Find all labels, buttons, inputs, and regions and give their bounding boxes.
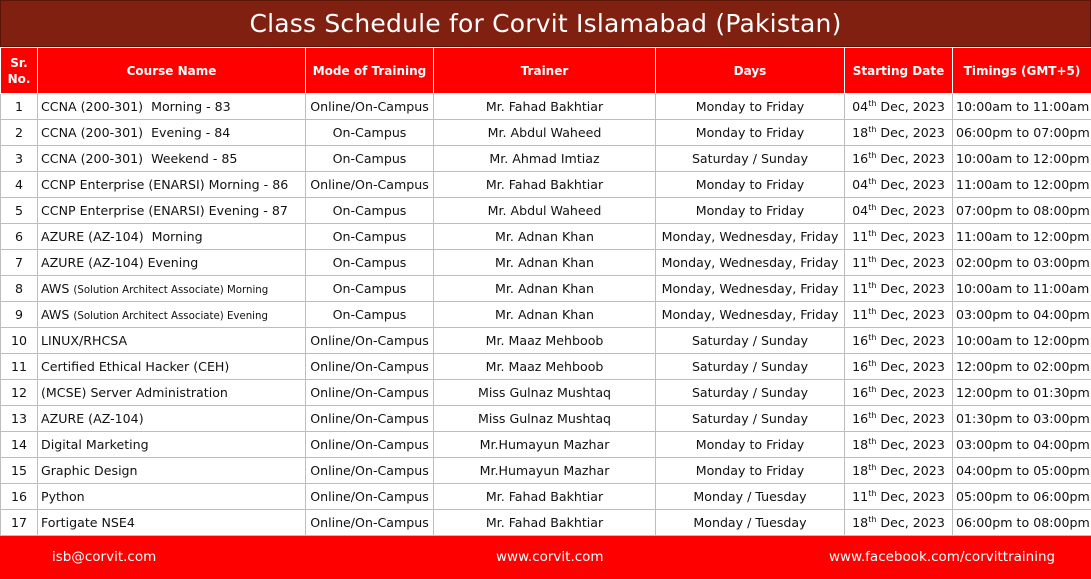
date-day: 18: [852, 463, 869, 478]
course-name-text: CCNA (200-301) Evening - 84: [41, 125, 231, 140]
course-name-text: Fortigate NSE4: [41, 515, 135, 530]
cell-trainer: Mr. Fahad Bakhtiar: [434, 484, 656, 510]
date-day: 04: [852, 203, 869, 218]
cell-course-name: [38, 406, 306, 432]
date-day: 11: [852, 307, 869, 322]
cell-trainer: Mr.Humayun Mazhar: [434, 432, 656, 458]
table-row: [1, 406, 1091, 432]
cell-timings: 01:30pm to 03:00pm: [953, 406, 1091, 432]
cell-starting-date: [845, 224, 953, 250]
cell-days: Monday to Friday: [656, 172, 845, 198]
cell-days: Monday to Friday: [656, 94, 845, 120]
cell-mode: Online/On-Campus: [306, 328, 434, 354]
cell-course-name: [38, 120, 306, 146]
cell-sr-no: 9: [1, 302, 38, 328]
table-row: [1, 510, 1091, 536]
footer-email-link[interactable]: isb@corvit.com: [52, 549, 157, 565]
cell-sr-no: 8: [1, 276, 38, 302]
cell-trainer: Miss Gulnaz Mushtaq: [434, 380, 656, 406]
date-month-year: Dec, 2023: [876, 203, 945, 218]
date-suffix: th: [868, 124, 877, 134]
cell-days: Saturday / Sunday: [656, 380, 845, 406]
cell-mode: Online/On-Campus: [306, 432, 434, 458]
col-header-sr: Sr. No.: [1, 48, 38, 94]
table-row: [1, 458, 1091, 484]
table-row: [1, 120, 1091, 146]
cell-course-name: [38, 510, 306, 536]
cell-trainer: Mr. Adnan Khan: [434, 250, 656, 276]
cell-starting-date: [845, 198, 953, 224]
cell-course-name: [38, 276, 306, 302]
cell-days: Monday to Friday: [656, 432, 845, 458]
cell-sr-no: 3: [1, 146, 38, 172]
cell-starting-date: [845, 380, 953, 406]
cell-timings: 07:00pm to 08:00pm: [953, 198, 1091, 224]
cell-starting-date: [845, 328, 953, 354]
cell-starting-date: [845, 120, 953, 146]
cell-sr-no: 6: [1, 224, 38, 250]
course-name-text: Python: [41, 489, 85, 504]
cell-sr-no: 4: [1, 172, 38, 198]
cell-trainer: Mr. Abdul Waheed: [434, 198, 656, 224]
cell-course-name: [38, 302, 306, 328]
course-name-text: Graphic Design: [41, 463, 138, 478]
cell-mode: On-Campus: [306, 302, 434, 328]
cell-course-name: [38, 380, 306, 406]
cell-sr-no: 12: [1, 380, 38, 406]
date-suffix: th: [868, 228, 877, 238]
table-row: [1, 380, 1091, 406]
course-name-text: CCNP Enterprise (ENARSI) Evening - 87: [41, 203, 288, 218]
cell-mode: Online/On-Campus: [306, 458, 434, 484]
cell-course-name: [38, 224, 306, 250]
cell-mode: On-Campus: [306, 146, 434, 172]
cell-starting-date: [845, 94, 953, 120]
cell-sr-no: 16: [1, 484, 38, 510]
cell-mode: Online/On-Campus: [306, 380, 434, 406]
cell-mode: Online/On-Campus: [306, 94, 434, 120]
course-name-text: CCNA (200-301) Morning - 83: [41, 99, 231, 114]
cell-mode: Online/On-Campus: [306, 510, 434, 536]
table-row: [1, 354, 1091, 380]
date-suffix: th: [868, 150, 877, 160]
cell-course-name: [38, 250, 306, 276]
date-month-year: Dec, 2023: [876, 437, 945, 452]
cell-timings: 10:00am to 11:00am: [953, 94, 1091, 120]
date-suffix: th: [868, 176, 877, 186]
course-name-text: AWS: [41, 281, 74, 296]
date-month-year: Dec, 2023: [876, 151, 945, 166]
cell-mode: On-Campus: [306, 224, 434, 250]
cell-mode: On-Campus: [306, 276, 434, 302]
table-row: [1, 276, 1091, 302]
cell-days: Monday, Wednesday, Friday: [656, 302, 845, 328]
table-row: [1, 328, 1091, 354]
table-row: [1, 484, 1091, 510]
date-day: 18: [852, 515, 869, 530]
cell-timings: 10:00am to 12:00pm: [953, 146, 1091, 172]
date-day: 04: [852, 177, 869, 192]
date-day: 18: [852, 437, 869, 452]
page-title: Class Schedule for Corvit Islamabad (Pakistan): [0, 0, 1091, 47]
footer-facebook-link[interactable]: www.facebook.com/corvittraining: [829, 549, 1056, 565]
cell-mode: On-Campus: [306, 120, 434, 146]
cell-course-name: [38, 172, 306, 198]
table-row: [1, 198, 1091, 224]
cell-timings: 06:00pm to 07:00pm: [953, 120, 1091, 146]
date-day: 16: [852, 411, 869, 426]
cell-course-name: [38, 94, 306, 120]
course-name-text: AZURE (AZ-104) Morning: [41, 229, 203, 244]
cell-mode: Online/On-Campus: [306, 354, 434, 380]
col-header-course: Course Name: [38, 48, 306, 94]
course-name-text: AZURE (AZ-104) Evening: [41, 255, 199, 270]
date-month-year: Dec, 2023: [876, 385, 945, 400]
cell-trainer: Mr. Ahmad Imtiaz: [434, 146, 656, 172]
date-month-year: Dec, 2023: [876, 463, 945, 478]
date-suffix: th: [868, 332, 877, 342]
cell-starting-date: [845, 276, 953, 302]
col-header-date: Starting Date: [845, 48, 953, 94]
date-day: 18: [852, 125, 869, 140]
course-name-detail: (Solution Architect Associate) Morning: [73, 285, 269, 296]
cell-sr-no: 15: [1, 458, 38, 484]
date-day: 11: [852, 489, 869, 504]
date-suffix: th: [868, 488, 877, 498]
cell-timings: 03:00pm to 04:00pm: [953, 432, 1091, 458]
cell-trainer: Mr. Adnan Khan: [434, 224, 656, 250]
cell-starting-date: [845, 172, 953, 198]
cell-timings: 03:00pm to 04:00pm: [953, 302, 1091, 328]
date-suffix: th: [868, 436, 877, 446]
table-row: [1, 172, 1091, 198]
date-day: 16: [852, 333, 869, 348]
cell-trainer: Mr. Maaz Mehboob: [434, 328, 656, 354]
cell-timings: 05:00pm to 06:00pm: [953, 484, 1091, 510]
cell-course-name: [38, 484, 306, 510]
date-month-year: Dec, 2023: [876, 359, 945, 374]
date-suffix: th: [868, 514, 877, 524]
cell-starting-date: [845, 510, 953, 536]
date-day: 11: [852, 229, 869, 244]
date-month-year: Dec, 2023: [876, 255, 945, 270]
cell-days: Monday to Friday: [656, 198, 845, 224]
cell-sr-no: 5: [1, 198, 38, 224]
cell-sr-no: 10: [1, 328, 38, 354]
cell-timings: 12:00pm to 02:00pm: [953, 354, 1091, 380]
date-day: 16: [852, 151, 869, 166]
cell-starting-date: [845, 406, 953, 432]
date-suffix: th: [868, 280, 877, 290]
cell-starting-date: [845, 146, 953, 172]
date-month-year: Dec, 2023: [876, 333, 945, 348]
cell-starting-date: [845, 250, 953, 276]
cell-sr-no: 11: [1, 354, 38, 380]
date-suffix: th: [868, 462, 877, 472]
cell-timings: 02:00pm to 03:00pm: [953, 250, 1091, 276]
cell-mode: On-Campus: [306, 250, 434, 276]
cell-mode: Online/On-Campus: [306, 406, 434, 432]
footer-website-link[interactable]: www.corvit.com: [496, 549, 604, 565]
date-month-year: Dec, 2023: [876, 307, 945, 322]
cell-sr-no: 14: [1, 432, 38, 458]
date-month-year: Dec, 2023: [876, 281, 945, 296]
course-name-detail: (Solution Architect Associate) Evening: [73, 311, 268, 322]
cell-sr-no: 1: [1, 94, 38, 120]
cell-course-name: [38, 354, 306, 380]
cell-days: Saturday / Sunday: [656, 146, 845, 172]
cell-timings: 06:00pm to 08:00pm: [953, 510, 1091, 536]
cell-course-name: [38, 328, 306, 354]
cell-days: Monday, Wednesday, Friday: [656, 276, 845, 302]
table-row: [1, 432, 1091, 458]
date-month-year: Dec, 2023: [876, 99, 945, 114]
table-row: [1, 250, 1091, 276]
cell-starting-date: [845, 302, 953, 328]
cell-sr-no: 13: [1, 406, 38, 432]
table-row: [1, 146, 1091, 172]
cell-starting-date: [845, 484, 953, 510]
course-name-text: Digital Marketing: [41, 437, 149, 452]
cell-timings: 12:00pm to 01:30pm: [953, 380, 1091, 406]
cell-trainer: Mr.Humayun Mazhar: [434, 458, 656, 484]
cell-starting-date: [845, 432, 953, 458]
course-name-text: (MCSE) Server Administration: [41, 385, 228, 400]
date-month-year: Dec, 2023: [876, 411, 945, 426]
date-day: 11: [852, 281, 869, 296]
cell-sr-no: 2: [1, 120, 38, 146]
cell-timings: 11:00am to 12:00pm: [953, 224, 1091, 250]
date-day: 16: [852, 359, 869, 374]
cell-days: Monday to Friday: [656, 458, 845, 484]
date-suffix: th: [868, 384, 877, 394]
cell-days: Saturday / Sunday: [656, 406, 845, 432]
col-header-time: Timings (GMT+5): [953, 48, 1091, 94]
footer-bar: [0, 536, 1091, 579]
cell-timings: 11:00am to 12:00pm: [953, 172, 1091, 198]
date-suffix: th: [868, 306, 877, 316]
date-suffix: th: [868, 202, 877, 212]
cell-days: Saturday / Sunday: [656, 328, 845, 354]
cell-trainer: Mr. Adnan Khan: [434, 276, 656, 302]
cell-sr-no: 7: [1, 250, 38, 276]
header-row: [1, 48, 1091, 94]
cell-sr-no: 17: [1, 510, 38, 536]
cell-trainer: Mr. Fahad Bakhtiar: [434, 510, 656, 536]
cell-mode: On-Campus: [306, 198, 434, 224]
date-day: 04: [852, 99, 869, 114]
cell-days: Monday / Tuesday: [656, 510, 845, 536]
table-row: [1, 94, 1091, 120]
col-header-days: Days: [656, 48, 845, 94]
cell-days: Monday, Wednesday, Friday: [656, 224, 845, 250]
cell-starting-date: [845, 354, 953, 380]
course-name-text: CCNA (200-301) Weekend - 85: [41, 151, 238, 166]
cell-mode: Online/On-Campus: [306, 172, 434, 198]
cell-trainer: Mr. Fahad Bakhtiar: [434, 94, 656, 120]
course-name-text: CCNP Enterprise (ENARSI) Morning - 86: [41, 177, 289, 192]
course-name-text: Certified Ethical Hacker (CEH): [41, 359, 230, 374]
date-suffix: th: [868, 358, 877, 368]
date-month-year: Dec, 2023: [876, 489, 945, 504]
course-name-text: AZURE (AZ-104): [41, 411, 144, 426]
cell-course-name: [38, 146, 306, 172]
date-suffix: th: [868, 410, 877, 420]
cell-starting-date: [845, 458, 953, 484]
cell-trainer: Miss Gulnaz Mushtaq: [434, 406, 656, 432]
schedule-table: [0, 47, 1091, 536]
table-row: [1, 302, 1091, 328]
date-month-year: Dec, 2023: [876, 125, 945, 140]
course-name-text: AWS: [41, 307, 74, 322]
date-suffix: th: [868, 98, 877, 108]
date-month-year: Dec, 2023: [876, 177, 945, 192]
cell-trainer: Mr. Adnan Khan: [434, 302, 656, 328]
cell-timings: 10:00am to 11:00am: [953, 276, 1091, 302]
cell-days: Monday, Wednesday, Friday: [656, 250, 845, 276]
date-day: 11: [852, 255, 869, 270]
cell-course-name: [38, 198, 306, 224]
cell-trainer: Mr. Maaz Mehboob: [434, 354, 656, 380]
cell-course-name: [38, 458, 306, 484]
cell-timings: 04:00pm to 05:00pm: [953, 458, 1091, 484]
table-row: [1, 224, 1091, 250]
course-name-text: LINUX/RHCSA: [41, 333, 128, 348]
cell-days: Monday / Tuesday: [656, 484, 845, 510]
date-suffix: th: [868, 254, 877, 264]
col-header-trainer: Trainer: [434, 48, 656, 94]
cell-days: Monday to Friday: [656, 120, 845, 146]
date-month-year: Dec, 2023: [876, 229, 945, 244]
date-month-year: Dec, 2023: [876, 515, 945, 530]
cell-days: Saturday / Sunday: [656, 354, 845, 380]
cell-trainer: Mr. Abdul Waheed: [434, 120, 656, 146]
date-day: 16: [852, 385, 869, 400]
cell-course-name: [38, 432, 306, 458]
col-header-mode: Mode of Training: [306, 48, 434, 94]
cell-trainer: Mr. Fahad Bakhtiar: [434, 172, 656, 198]
cell-mode: Online/On-Campus: [306, 484, 434, 510]
cell-timings: 10:00am to 12:00pm: [953, 328, 1091, 354]
